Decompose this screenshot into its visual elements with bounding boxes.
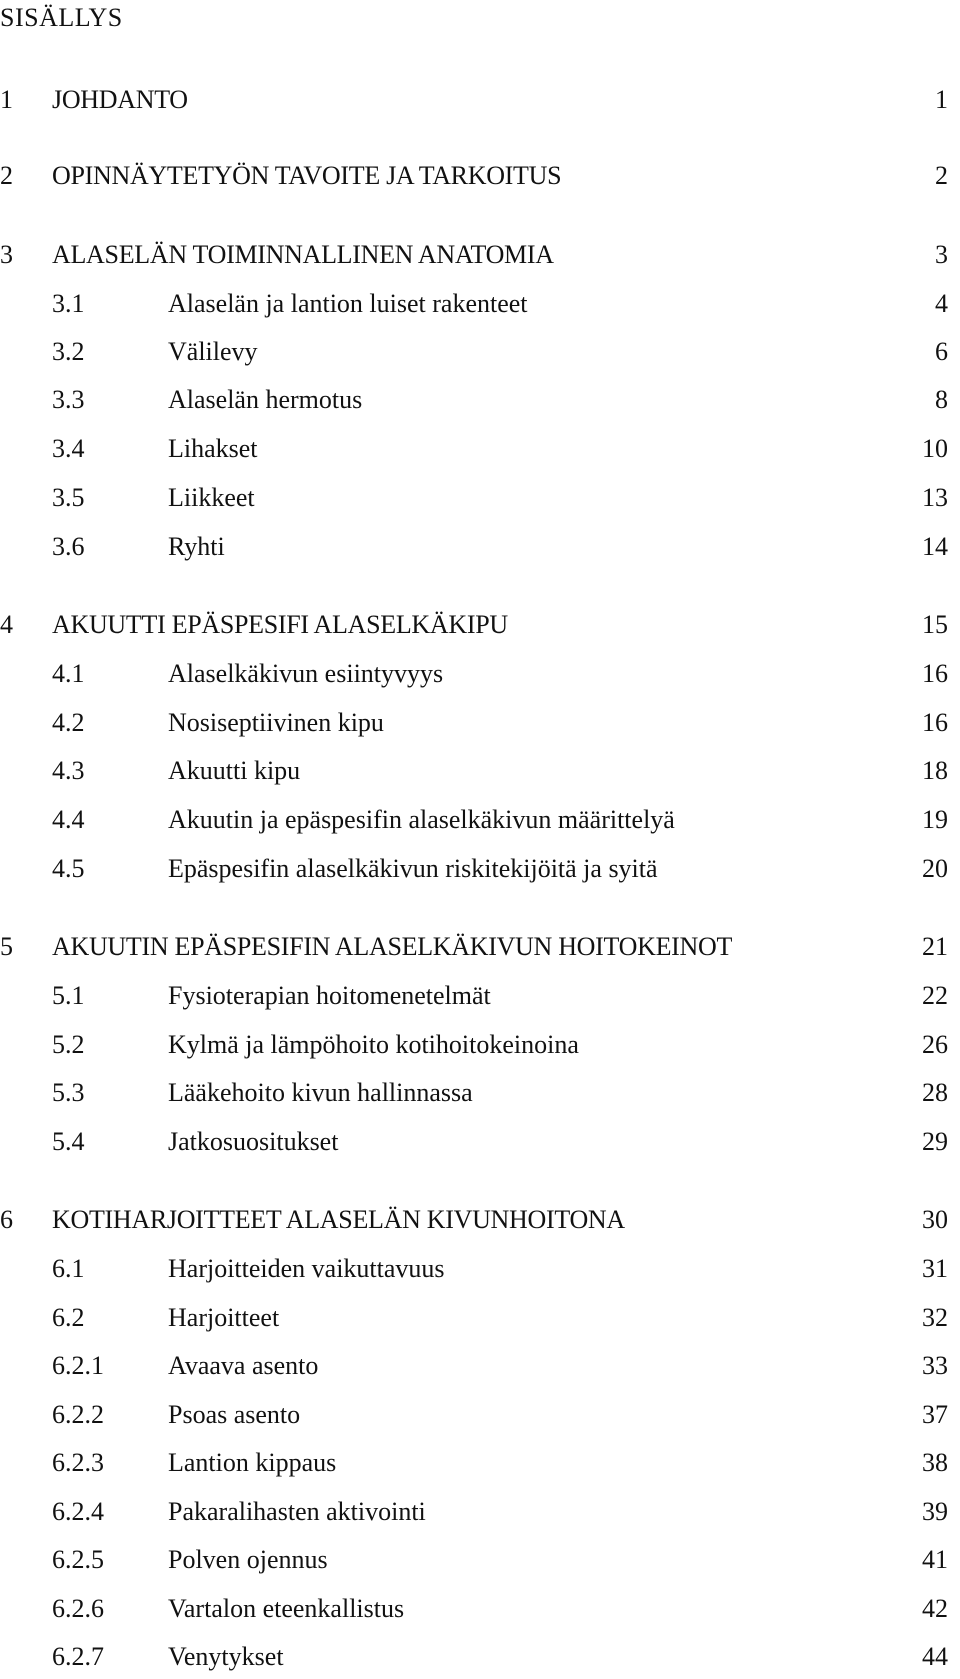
toc-section-entry — [0, 800, 948, 840]
toc-entry-title: Avaava asento — [168, 1351, 319, 1380]
toc-entry-title: AKUUTTI EPÄSPESIFI ALASELKÄKIPU — [52, 610, 508, 639]
toc-section-entry — [0, 976, 948, 1016]
toc-entry-number: 6.2 — [52, 1303, 85, 1332]
toc-section-entry — [0, 1073, 948, 1113]
toc-entry-title: Epäspesifin alaselkäkivun riskitekijöitä ja syitä — [168, 854, 658, 883]
toc-chapter-entry — [0, 1200, 948, 1240]
toc-entry-page-number: 16 — [922, 708, 948, 737]
toc-section-entry — [0, 1395, 948, 1435]
toc-entry-page-number: 26 — [922, 1030, 948, 1059]
toc-entry-number: 6.2.2 — [52, 1400, 104, 1429]
toc-entry-page-number: 14 — [922, 532, 948, 561]
toc-entry-title: Kylmä ja lämpöhoito kotihoitokeinoina — [168, 1030, 579, 1059]
toc-section-entry — [0, 1589, 948, 1629]
toc-entry-title: Fysioterapian hoitomenetelmät — [168, 981, 491, 1010]
toc-entry-page-number: 8 — [935, 385, 948, 414]
toc-entry-title: Psoas asento — [168, 1400, 301, 1429]
toc-entry-number: 6.2.7 — [52, 1642, 104, 1671]
toc-entry-title: JOHDANTO — [52, 85, 188, 114]
toc-entry-number: 3.3 — [52, 385, 85, 414]
toc-entry-number: 4 — [0, 610, 13, 639]
toc-entry-number: 3.5 — [52, 483, 85, 512]
toc-entry-number: 4.3 — [52, 756, 85, 785]
toc-entry-title: Akuutin ja epäspesifin alaselkäkivun määrittelyä — [168, 805, 675, 834]
toc-chapter-entry — [0, 80, 948, 120]
toc-entry-page-number: 20 — [922, 854, 948, 883]
toc-chapter-entry — [0, 156, 948, 196]
toc-chapter-entry — [0, 235, 948, 275]
toc-entry-page-number: 38 — [922, 1448, 948, 1477]
toc-entry-title: Lääkehoito kivun hallinnassa — [168, 1078, 473, 1107]
toc-entry-title: Liikkeet — [168, 483, 255, 512]
toc-entry-number: 1 — [0, 85, 13, 114]
toc-entry-title: Venytykset — [168, 1642, 284, 1671]
toc-section-entry — [0, 1443, 948, 1483]
toc-entry-number: 3 — [0, 240, 13, 269]
toc-entry-title: KOTIHARJOITTEET ALASELÄN KIVUNHOITONA — [52, 1205, 625, 1234]
toc-entry-number: 3.1 — [52, 289, 85, 318]
toc-entry-title: AKUUTIN EPÄSPESIFIN ALASELKÄKIVUN HOITOKEINOT — [52, 932, 733, 961]
toc-entry-page-number: 4 — [935, 289, 948, 318]
toc-section-entry — [0, 478, 948, 518]
toc-section-entry — [0, 527, 948, 567]
toc-section-entry — [0, 703, 948, 743]
toc-entry-page-number: 13 — [922, 483, 948, 512]
toc-entry-number: 6 — [0, 1205, 13, 1234]
toc-section-entry — [0, 284, 948, 324]
toc-section-entry — [0, 751, 948, 791]
toc-entry-page-number: 6 — [935, 337, 948, 366]
toc-entry-number: 3.2 — [52, 337, 85, 366]
toc-entry-page-number: 3 — [935, 240, 948, 269]
toc-entry-number: 4.2 — [52, 708, 85, 737]
toc-entry-number: 3.4 — [52, 434, 85, 463]
toc-entry-title: Harjoitteiden vaikuttavuus — [168, 1254, 445, 1283]
toc-entry-page-number: 18 — [922, 756, 948, 785]
page-title: SISÄLLYS — [0, 3, 123, 32]
toc-entry-title: Ryhti — [168, 532, 225, 561]
toc-entry-page-number: 44 — [922, 1642, 948, 1671]
toc-entry-page-number: 15 — [922, 610, 948, 639]
toc-entry-page-number: 21 — [922, 932, 948, 961]
toc-section-entry — [0, 1346, 948, 1386]
toc-entry-number: 3.6 — [52, 532, 85, 561]
toc-entry-number: 5.4 — [52, 1127, 85, 1156]
toc-entry-number: 6.1 — [52, 1254, 85, 1283]
toc-entry-title: Alaselän hermotus — [168, 385, 363, 414]
toc-entry-page-number: 41 — [922, 1545, 948, 1574]
toc-entry-number: 4.1 — [52, 659, 85, 688]
toc-section-entry — [0, 1492, 948, 1532]
toc-section-entry — [0, 429, 948, 469]
toc-entry-page-number: 31 — [922, 1254, 948, 1283]
toc-entry-number: 5.3 — [52, 1078, 85, 1107]
toc-entry-title: Vartalon eteenkallistus — [168, 1594, 405, 1623]
toc-entry-number: 6.2.1 — [52, 1351, 104, 1380]
toc-section-entry — [0, 332, 948, 372]
toc-entry-title: Polven ojennus — [168, 1545, 328, 1574]
toc-entry-page-number: 30 — [922, 1205, 948, 1234]
toc-entry-title: Välilevy — [168, 337, 258, 366]
toc-entry-number: 2 — [0, 161, 13, 190]
toc-section-entry — [0, 1025, 948, 1065]
toc-entry-page-number: 19 — [922, 805, 948, 834]
toc-section-entry — [0, 1540, 948, 1580]
toc-entry-number: 6.2.4 — [52, 1497, 104, 1526]
toc-entry-page-number: 29 — [922, 1127, 948, 1156]
toc-entry-title: ALASELÄN TOIMINNALLINEN ANATOMIA — [52, 240, 554, 269]
toc-entry-number: 4.4 — [52, 805, 85, 834]
toc-entry-page-number: 33 — [922, 1351, 948, 1380]
toc-entry-title: Alaselkäkivun esiintyvyys — [168, 659, 444, 688]
toc-entry-page-number: 1 — [935, 85, 948, 114]
toc-entry-page-number: 22 — [922, 981, 948, 1010]
toc-entry-title: Nosiseptiivinen kipu — [168, 708, 384, 737]
toc-section-entry — [0, 1249, 948, 1289]
toc-section-entry — [0, 849, 948, 889]
toc-entry-page-number: 10 — [922, 434, 948, 463]
toc-entry-page-number: 42 — [922, 1594, 948, 1623]
toc-section-entry — [0, 1637, 948, 1677]
toc-entry-title: Akuutti kipu — [168, 756, 301, 785]
toc-entry-title: Lihakset — [168, 434, 258, 463]
toc-section-entry — [0, 1298, 948, 1338]
toc-entry-number: 6.2.5 — [52, 1545, 104, 1574]
toc-entry-page-number: 37 — [922, 1400, 948, 1429]
toc-section-entry — [0, 380, 948, 420]
toc-entry-title: Jatkosuositukset — [168, 1127, 339, 1156]
toc-entry-number: 5.1 — [52, 981, 85, 1010]
toc-entry-page-number: 39 — [922, 1497, 948, 1526]
toc-entry-title: OPINNÄYTETYÖN TAVOITE JA TARKOITUS — [52, 161, 562, 190]
toc-entry-number: 6.2.6 — [52, 1594, 104, 1623]
toc-entry-title: Harjoitteet — [168, 1303, 280, 1332]
toc-entry-number: 5 — [0, 932, 13, 961]
toc-section-entry — [0, 1122, 948, 1162]
toc-section-entry — [0, 654, 948, 694]
toc-entry-title: Alaselän ja lantion luiset rakenteet — [168, 289, 528, 318]
toc-entry-number: 6.2.3 — [52, 1448, 104, 1477]
toc-entry-number: 4.5 — [52, 854, 85, 883]
toc-entry-page-number: 32 — [922, 1303, 948, 1332]
toc-entry-page-number: 16 — [922, 659, 948, 688]
toc-entry-title: Pakaralihasten aktivointi — [168, 1497, 426, 1526]
toc-entry-number: 5.2 — [52, 1030, 85, 1059]
toc-chapter-entry — [0, 605, 948, 645]
toc-entry-page-number: 2 — [935, 161, 948, 190]
toc-chapter-entry — [0, 927, 948, 967]
toc-entry-title: Lantion kippaus — [168, 1448, 337, 1477]
toc-entry-page-number: 28 — [922, 1078, 948, 1107]
